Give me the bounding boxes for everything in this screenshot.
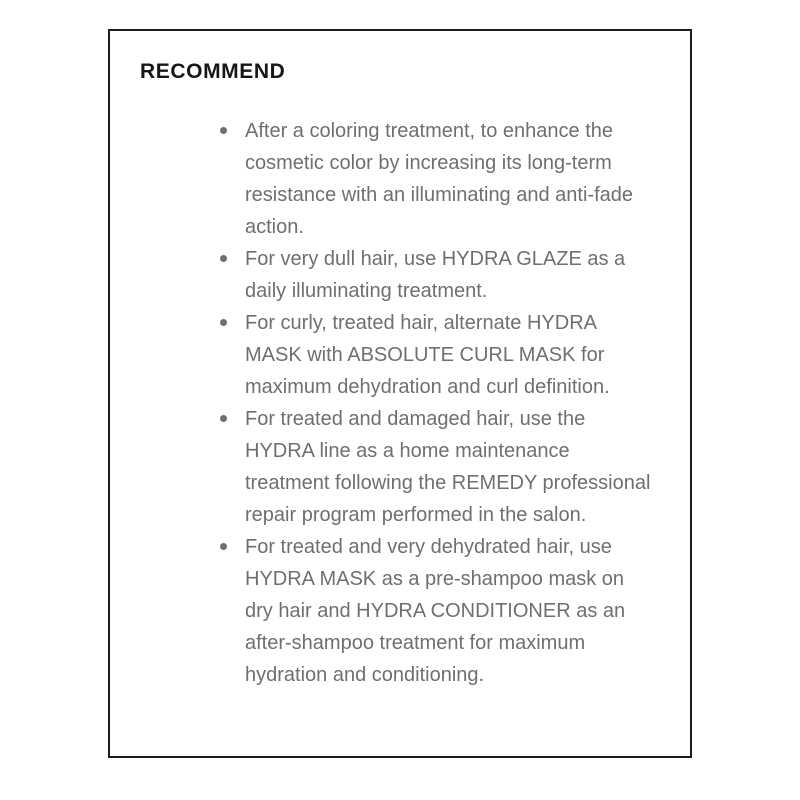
- list-item-text: For treated and damaged hair, use the HYDRA line as a home maintenance treatment following the REMEDY professional repair program performed in the salon.: [245, 408, 651, 526]
- bullet-icon: [220, 127, 227, 134]
- recommend-list: [220, 115, 690, 691]
- list-item-text: After a coloring treatment, to enhance the cosmetic color by increasing its long-term resistance with an illuminating and anti-fade action.: [245, 120, 633, 238]
- list-item: [220, 403, 690, 531]
- bullet-icon: [220, 543, 227, 550]
- list-item: [220, 307, 690, 403]
- content-frame: [108, 29, 692, 758]
- list-item-text: For curly, treated hair, alternate HYDRA MASK with ABSOLUTE CURL MASK for maximum dehydration and curl definition.: [245, 312, 610, 398]
- list-item: [220, 531, 690, 691]
- bullet-icon: [220, 255, 227, 262]
- list-item-text: For very dull hair, use HYDRA GLAZE as a daily illuminating treatment.: [245, 248, 626, 302]
- list-item: [220, 115, 690, 243]
- list-item: [220, 243, 690, 307]
- recommend-heading: RECOMMEND: [140, 60, 286, 83]
- bullet-icon: [220, 319, 227, 326]
- bullet-icon: [220, 415, 227, 422]
- list-item-text: For treated and very dehydrated hair, use HYDRA MASK as a pre-shampoo mask on dry hair and HYDRA CONDITIONER as an after-shampoo treatment for maximum hydration and conditioning.: [245, 536, 626, 686]
